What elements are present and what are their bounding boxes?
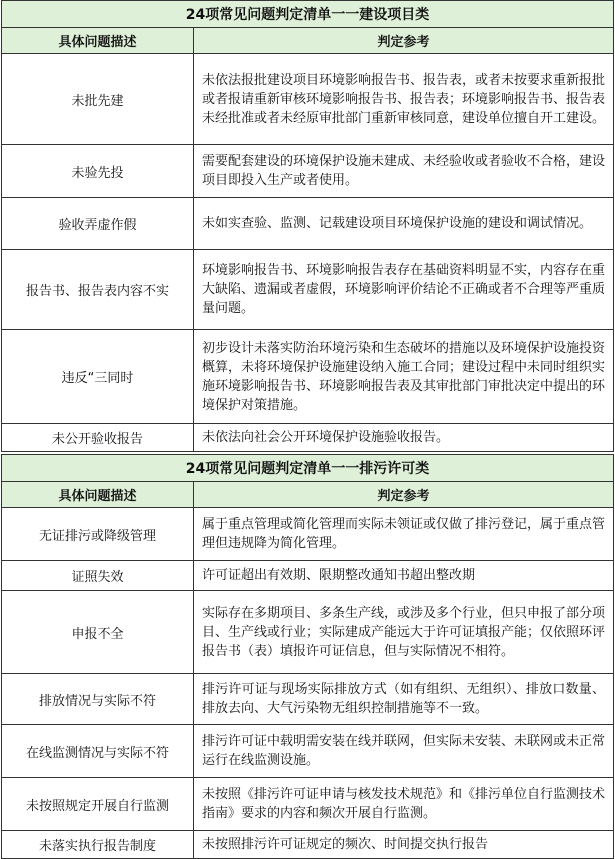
reference-cell: 未依法报批建设项目环境影响报告书、报告表，或者未按要求重新报批或者报请重新审核环境影响报告书、报告表；环境影响报告书、报告表未经批准或者未经原审批部门重新审核同意，建设单位擅自开工建设。 (194, 54, 614, 145)
table-row (2, 198, 614, 250)
table-row (2, 54, 614, 145)
section1-col-reference-header: 判定参考 (194, 28, 614, 54)
table-row (2, 831, 614, 859)
reference-cell: 未依法向社会公开环境保护设施验收报告。 (194, 424, 614, 452)
reference-cell: 初步设计未落实防治环境污染和生态破坏的措施以及环境保护设施投资概算，未将环境保护设施建设纳入施工合同；建设过程中未同时组织实施环境影响报告书、环境影响报告表及其审批部门审批决定中提出的环境保护对策措施。 (194, 330, 614, 424)
table-row (2, 145, 614, 198)
reference-cell: 未如实查验、监测、记载建设项目环境保护设施的建设和调试情况。 (194, 198, 614, 250)
section1-title: 24项常见问题判定清单一一建设项目类 (2, 1, 614, 28)
section2-title-row (2, 455, 614, 482)
reference-cell: 许可证超出有效期、限期整改通知书超出整改期 (194, 561, 614, 591)
problem-cell: 在线监测情况与实际不符 (2, 725, 194, 778)
reference-cell: 需要配套建设的环境保护设施未建成、未经验收或者验收不合格，建设项目即投入生产或者使用。 (194, 145, 614, 198)
problem-cell: 未验先投 (2, 145, 194, 198)
problem-cell: 申报不全 (2, 591, 194, 674)
section2-header-row (2, 482, 614, 508)
reference-cell: 排污许可证与现场实际排放方式（如有组织、无组织）、排放口数量、排放去向、大气污染物无组织控制措施等不一致。 (194, 674, 614, 725)
page (1, 0, 614, 859)
table-row (2, 591, 614, 674)
table-row (2, 561, 614, 591)
problem-cell: 未批先建 (2, 54, 194, 145)
table-row (2, 674, 614, 725)
table-row (2, 330, 614, 424)
section1-col-problem-header: 具体问题描述 (2, 28, 194, 54)
section2-title: 24项常见问题判定清单一一排污许可类 (2, 455, 614, 482)
table-row (2, 250, 614, 330)
reference-cell: 属于重点管理或简化管理而实际未领证或仅做了排污登记，属于重点管理但违规降为简化管理。 (194, 508, 614, 561)
reference-cell: 排污许可证中载明需安装在线并联网，但实际未安装、未联网或未正常运行在线监测设施。 (194, 725, 614, 778)
reference-cell: 未按照排污许可证规定的频次、时间提交执行报告 (194, 831, 614, 859)
problem-cell: 违反“三同时 (2, 330, 194, 424)
reference-cell: 未按照《排污许可证申请与核发技术规范》和《排污单位自行监测技术指南》要求的内容和频次开展自行监测。 (194, 778, 614, 831)
problem-cell: 未按照规定开展自行监测 (2, 778, 194, 831)
problem-cell: 未公开验收报告 (2, 424, 194, 452)
checklist-table (1, 0, 614, 859)
table-row (2, 725, 614, 778)
table-row (2, 424, 614, 452)
problem-cell: 证照失效 (2, 561, 194, 591)
section1-header-row (2, 28, 614, 54)
section2-col-problem-header: 具体问题描述 (2, 482, 194, 508)
section1-title-row (2, 1, 614, 28)
section2-col-reference-header: 判定参考 (194, 482, 614, 508)
table-row (2, 508, 614, 561)
problem-cell: 排放情况与实际不符 (2, 674, 194, 725)
table-row (2, 778, 614, 831)
problem-cell: 未落实执行报告制度 (2, 831, 194, 859)
problem-cell: 无证排污或降级管理 (2, 508, 194, 561)
problem-cell: 报告书、报告表内容不实 (2, 250, 194, 330)
reference-cell: 实际存在多期项目、多条生产线，或涉及多个行业，但只申报了部分项目、生产线或行业；实际建成产能远大于许可证填报产能；仅依照环评报告书（表）填报许可证信息，但与实际情况不相符。 (194, 591, 614, 674)
reference-cell: 环境影响报告书、环境影响报告表存在基础资料明显不实，内容存在重大缺陷、遗漏或者虚假，环境影响评价结论不正确或者不合理等严重质量问题。 (194, 250, 614, 330)
problem-cell: 验收弄虚作假 (2, 198, 194, 250)
